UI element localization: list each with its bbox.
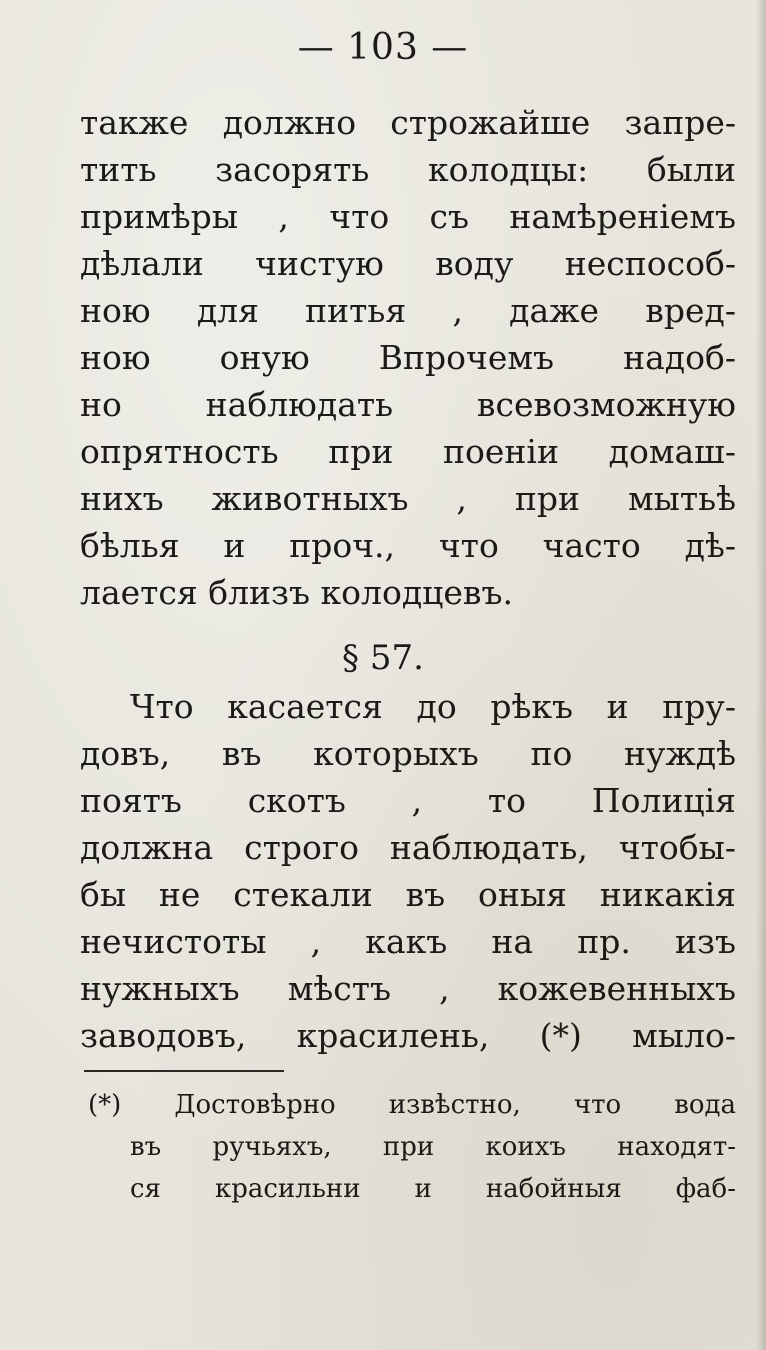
text-line: бы не стекали въ оныя никакія <box>80 875 736 914</box>
footnote-rule <box>84 1070 284 1072</box>
text-line: ною оную Впрочемъ надоб- <box>80 338 736 377</box>
text-line: довъ, въ которыхъ по нуждѣ <box>80 734 736 773</box>
footnote-line: въ ручьяхъ, при коихъ находят- <box>130 1132 736 1162</box>
text-line: должна строго наблюдать, чтобы- <box>80 828 736 867</box>
text-line: ною для питья , даже вред- <box>80 291 736 330</box>
text-line: также должно строжайше запре- <box>80 103 736 142</box>
text-line: тить засорять колодцы: были <box>80 150 736 189</box>
text-line: нужныхъ мѣстъ , кожевенныхъ <box>80 969 736 1008</box>
text-line: лается близъ колодцевъ. <box>80 573 513 612</box>
text-line: дѣлали чистую воду неспособ- <box>80 244 736 283</box>
text-line: но наблюдать всевозможную <box>80 385 736 424</box>
footnote-line: (*) Достовѣрно извѣстно, что вода <box>88 1090 736 1120</box>
footnote-line: ся красильни и набойныя фаб- <box>130 1174 736 1204</box>
text-line: заводовъ, красилень, (*) мыло- <box>80 1016 736 1055</box>
text-line: Что касается до рѣкъ и пру- <box>130 687 736 726</box>
text-line: поятъ скотъ , то Полиція <box>80 781 736 820</box>
text-line: нечистоты , какъ на пр. изъ <box>80 922 736 961</box>
text-line: примѣры , что съ намѣреніемъ <box>80 197 736 236</box>
section-heading: § 57. <box>342 638 424 678</box>
page-number: — 103 — <box>297 27 469 68</box>
text-line: опрятность при поеніи домаш- <box>80 432 736 471</box>
text-line: бѣлья и проч., что часто дѣ- <box>80 526 736 565</box>
text-line: нихъ животныхъ , при мытьѣ <box>80 479 736 518</box>
